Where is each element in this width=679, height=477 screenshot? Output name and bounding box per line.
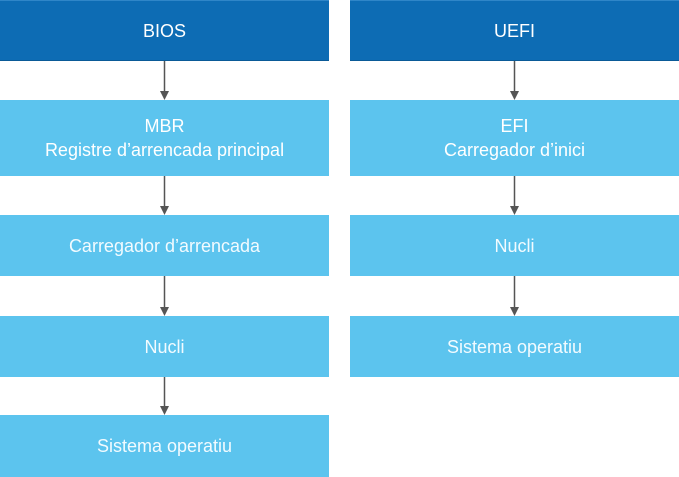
efi-title: EFI xyxy=(500,116,529,136)
bootloader-box xyxy=(0,215,329,276)
efi-box xyxy=(350,100,679,176)
left-kernel-label: Nucli xyxy=(144,336,185,357)
uefi-label: UEFI xyxy=(493,20,535,41)
arrow-bios-to-mbr xyxy=(160,61,169,100)
arrow-uefi-to-efi xyxy=(510,61,519,100)
arrow-mbr-to-bootloader xyxy=(160,176,169,215)
arrow-efi-to-kernel xyxy=(510,176,519,215)
bios-box xyxy=(0,0,329,61)
arrow-kernel-to-os-left xyxy=(160,377,169,415)
left-os-label: Sistema operatiu xyxy=(96,436,233,456)
bios-label: BIOS xyxy=(142,20,186,41)
left-kernel-box xyxy=(0,316,329,377)
right-os-label: Sistema operatiu xyxy=(446,336,583,357)
mbr-title: MBR xyxy=(144,116,185,136)
right-os-box xyxy=(350,316,679,377)
mbr-box xyxy=(0,100,329,176)
mbr-subtitle: Registre d’arrencada principal xyxy=(44,140,285,160)
right-kernel-label: Nucli xyxy=(494,235,535,256)
bootloader-label: Carregador d’arrencada xyxy=(68,235,261,256)
uefi-box xyxy=(350,0,679,61)
arrow-kernel-to-os-right xyxy=(510,276,519,316)
arrow-bootloader-to-kernel xyxy=(160,276,169,316)
left-os-box xyxy=(0,415,329,477)
efi-subtitle: Carregador d’inici xyxy=(443,140,586,160)
right-kernel-box xyxy=(350,215,679,276)
